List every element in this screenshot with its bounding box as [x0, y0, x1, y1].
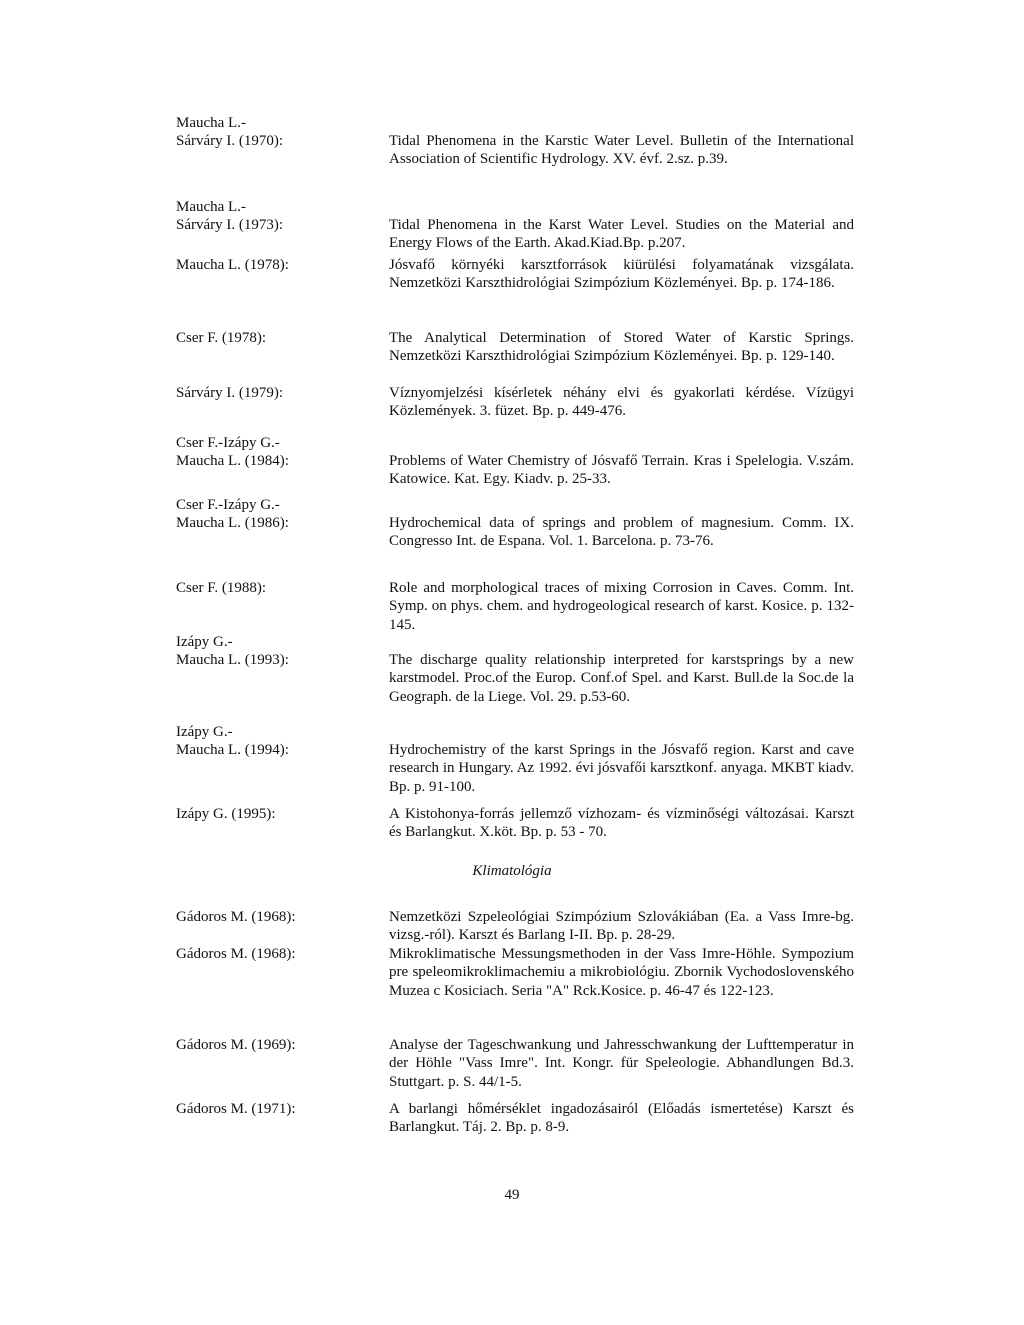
reference-author: Cser F. (1978):: [176, 330, 267, 346]
reference-text: Nemzetközi Szpeleológiai Szimpózium Szlovákiában (Ea. a Vass Imre-bg. vizsg.-ról). Karszt és Barlang I-II. Bp. p. 28-29.: [389, 909, 854, 944]
reference-author: Gádoros M. (1971):: [176, 1101, 296, 1117]
reference-author: Izápy G.- Maucha L. (1993):: [176, 634, 289, 669]
reference-text: The discharge quality relationship interpreted for karstsprings by a new karstmodel. Proc.of the Europ. Conf.of Spel. and Karst. Bull.de la Soc.de la Geograph. de la Liege. Vol. 29. p.53-60.: [389, 652, 854, 705]
reference-author: Sárváry I. (1979):: [176, 385, 284, 401]
reference-text: Hydrochemistry of the karst Springs in the Jósvafő region. Karst and cave research in Hungary. Az 1992. évi jósvafői karsztkonf. anyaga. MKBT kiadv. Bp. p. 91-100.: [389, 742, 854, 795]
reference-text: Problems of Water Chemistry of Jósvafő Terrain. Kras i Spelelogia. V.szám. Katowice. Kat. Egy. Kiadv. p. 25-33.: [389, 453, 854, 488]
reference-text: Víznyomjelzési kísérletek néhány elvi és gyakorlati kérdése. Vízügyi Közlemények. 3. füzet. Bp. p. 449-476.: [389, 385, 854, 420]
reference-author: Cser F. (1988):: [176, 580, 267, 596]
reference-text: Analyse der Tageschwankung und Jahresschwankung der Lufttemperatur in der Höhle "Vass Imre". Int. Kongr. für Speleologie. Abhandlungen Bd.3. Stuttgart. p. S. 44/1-5.: [389, 1037, 854, 1090]
reference-author: Cser F.-Izápy G.- Maucha L. (1986):: [176, 497, 289, 532]
reference-author: Maucha L.- Sárváry I. (1973):: [176, 199, 284, 234]
reference-text: A barlangi hőmérséklet ingadozásairól (Előadás ismertetése) Karszt és Barlangkut. Táj. 2. Bp. p. 8-9.: [389, 1101, 854, 1136]
reference-author: Izápy G. (1995):: [176, 806, 276, 822]
reference-author: Maucha L.- Sárváry I. (1970):: [176, 115, 284, 150]
reference-text: Tidal Phenomena in the Karst Water Level. Studies on the Material and Energy Flows of the Earth. Akad.Kiad.Bp. p.207.: [389, 217, 854, 252]
reference-text: The Analytical Determination of Stored Water of Karstic Springs. Nemzetközi Karszthidrológiai Szimpózium Közleményei. Bp. p. 129-140.: [389, 330, 854, 365]
reference-text: A Kistohonya-forrás jellemző vízhozam- és vízminőségi változásai. Karszt és Barlangkut. X.köt. Bp. p. 53 - 70.: [389, 806, 854, 841]
page-number: 49: [504, 1187, 520, 1203]
reference-text: Tidal Phenomena in the Karstic Water Level. Bulletin of the International Association of Scientific Hydrology. XV. évf. 2.sz. p.39.: [389, 133, 854, 168]
reference-text: Hydrochemical data of springs and problem of magnesium. Comm. IX. Congresso Int. de Espana. Vol. 1. Barcelona. p. 73-76.: [389, 515, 854, 550]
reference-author: Cser F.-Izápy G.- Maucha L. (1984):: [176, 435, 289, 470]
reference-text: Mikroklimatische Messungsmethoden in der Vass Imre-Höhle. Sympozium pre speleomikroklimachemiu a mikrobiológiu. Zbornik Vychodoslovenského Muzea c Kosiciach. Seria "A" Rck.Kosice. p. 46-47 és 122-123.: [389, 946, 854, 999]
section-heading: Klimatológia: [472, 863, 552, 879]
reference-author: Gádoros M. (1968):: [176, 909, 296, 925]
reference-text: Role and morphological traces of mixing Corrosion in Caves. Comm. Int. Symp. on phys. chem. and hydrogeological research of karst. Kosice. p. 132-145.: [389, 580, 854, 633]
reference-author: Maucha L. (1978):: [176, 257, 289, 273]
reference-author: Gádoros M. (1969):: [176, 1037, 296, 1053]
reference-author: Gádoros M. (1968):: [176, 946, 296, 962]
reference-text: Jósvafő környéki karsztforrások kiürülési folyamatának vizsgálata. Nemzetközi Karszthidrológiai Szimpózium Közleményei. Bp. p. 174-186.: [389, 257, 854, 292]
reference-author: Izápy G.- Maucha L. (1994):: [176, 724, 289, 759]
